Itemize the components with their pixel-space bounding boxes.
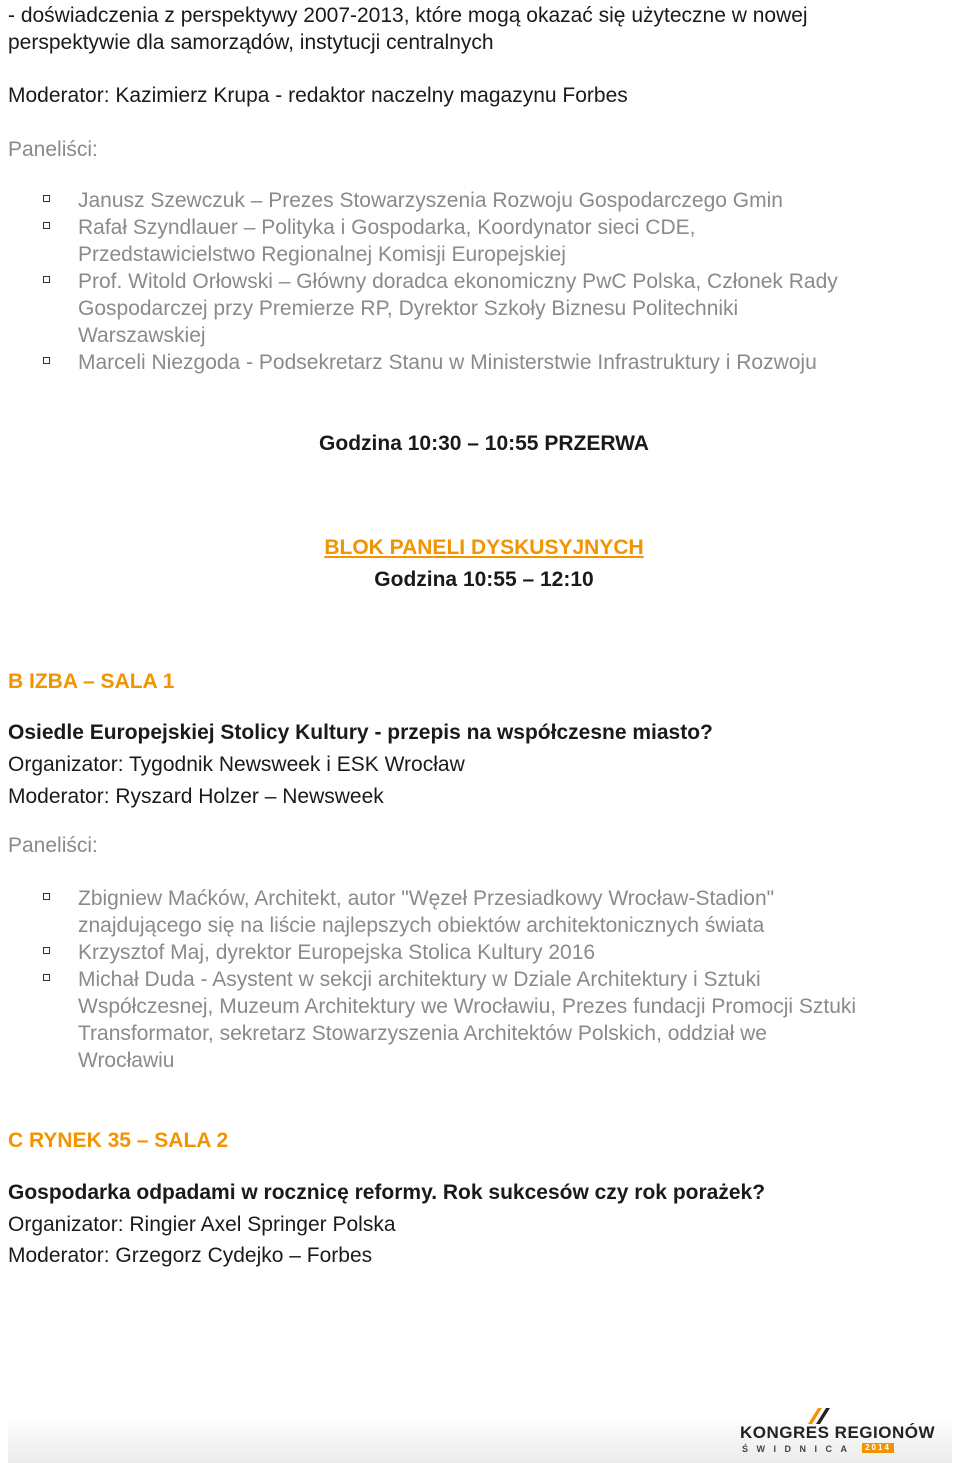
bullet-square-icon	[43, 974, 50, 981]
section-b-organizer: Organizator: Tygodnik Newsweek i ESK Wrocław	[8, 753, 465, 776]
logo-main-text: KONGRES REGIONÓW	[740, 1423, 936, 1442]
intro-panelists-label: Paneliści:	[8, 138, 98, 161]
list-item-text: Michał Duda - Asystent w sekcji architektury w Dziale Architektury i Sztuki	[78, 968, 761, 991]
intro-line-2: perspektywie dla samorządów, instytucji centralnych	[8, 31, 494, 54]
list-item	[0, 349, 960, 376]
section-b-panelists-label: Paneliści:	[8, 834, 98, 857]
kongres-regionow-logo	[740, 1406, 936, 1458]
list-item-text: Krzysztof Maj, dyrektor Europejska Stolica Kultury 2016	[78, 941, 596, 964]
list-item-text: Prof. Witold Orłowski – Główny doradca ekonomiczny PwC Polska, Członek Rady	[78, 270, 838, 293]
bullet-square-icon	[43, 893, 50, 900]
list-item	[0, 939, 960, 966]
section-b-moderator: Moderator: Ryszard Holzer – Newsweek	[8, 785, 384, 808]
logo-sub-text: ŚWIDNICA	[742, 1444, 856, 1454]
section-b-topic: Osiedle Europejskiej Stolicy Kultury - przepis na współczesne miasto?	[8, 721, 713, 744]
list-item	[0, 187, 960, 214]
list-item-text: Zbigniew Maćków, Architekt, autor "Węzeł Przesiadkowy Wrocław-Stadion"	[78, 887, 775, 910]
bullet-square-icon	[43, 222, 50, 229]
bullet-square-icon	[43, 947, 50, 954]
section-c-heading: C RYNEK 35 – SALA 2	[8, 1129, 229, 1152]
list-item-text: Janusz Szewczuk – Prezes Stowarzyszenia Rozwoju Gospodarczego Gmin	[78, 189, 783, 212]
bullet-square-icon	[43, 357, 50, 364]
section-c-moderator: Moderator: Grzegorz Cydejko – Forbes	[8, 1244, 373, 1267]
list-item	[0, 885, 960, 939]
break-time: Godzina 10:30 – 10:55 PRZERWA	[319, 432, 649, 455]
logo-year: 2014	[862, 1443, 894, 1453]
list-item	[0, 214, 960, 268]
intro-moderator: Moderator: Kazimierz Krupa - redaktor naczelny magazynu Forbes	[8, 84, 628, 107]
section-c-topic: Gospodarka odpadami w rocznicę reformy. Rok sukcesów czy rok porażek?	[8, 1181, 766, 1204]
block-title: BLOK PANELI DYSKUSYJNYCH	[324, 536, 644, 559]
block-time: Godzina 10:55 – 12:10	[374, 568, 594, 591]
list-item-text: znajdującego się na liście najlepszych obiektów architektonicznych świata	[78, 914, 765, 937]
list-item-text: Rafał Szyndlauer – Polityka i Gospodarka, Koordynator sieci CDE,	[78, 216, 696, 239]
bullet-square-icon	[43, 195, 50, 202]
list-item-text: Przedstawicielstwo Regionalnej Komisji Europejskiej	[78, 243, 566, 266]
section-b-panelists-list	[0, 885, 960, 1074]
list-item-text: Warszawskiej	[78, 324, 206, 347]
section-c-organizer: Organizator: Ringier Axel Springer Polska	[8, 1213, 396, 1236]
list-item	[0, 268, 960, 349]
list-item	[0, 966, 960, 1074]
list-item-text: Transformator, sekretarz Stowarzyszenia Architektów Polskich, oddział we	[78, 1022, 767, 1045]
section-b-heading: B IZBA – SALA 1	[8, 670, 175, 693]
intro-line-1: - doświadczenia z perspektywy 2007-2013, które mogą okazać się użyteczne w nowej	[8, 4, 808, 27]
bullet-square-icon	[43, 276, 50, 283]
list-item-text: Marceli Niezgoda - Podsekretarz Stanu w Ministerstwie Infrastruktury i Rozwoju	[78, 351, 817, 374]
list-item-text: Współczesnej, Muzeum Architektury we Wrocławiu, Prezes fundacji Promocji Sztuki	[78, 995, 857, 1018]
intro-panelists-list	[0, 187, 960, 376]
list-item-text: Wrocławiu	[78, 1049, 175, 1072]
list-item-text: Gospodarczej przy Premierze RP, Dyrektor Szkoły Biznesu Politechniki	[78, 297, 739, 320]
